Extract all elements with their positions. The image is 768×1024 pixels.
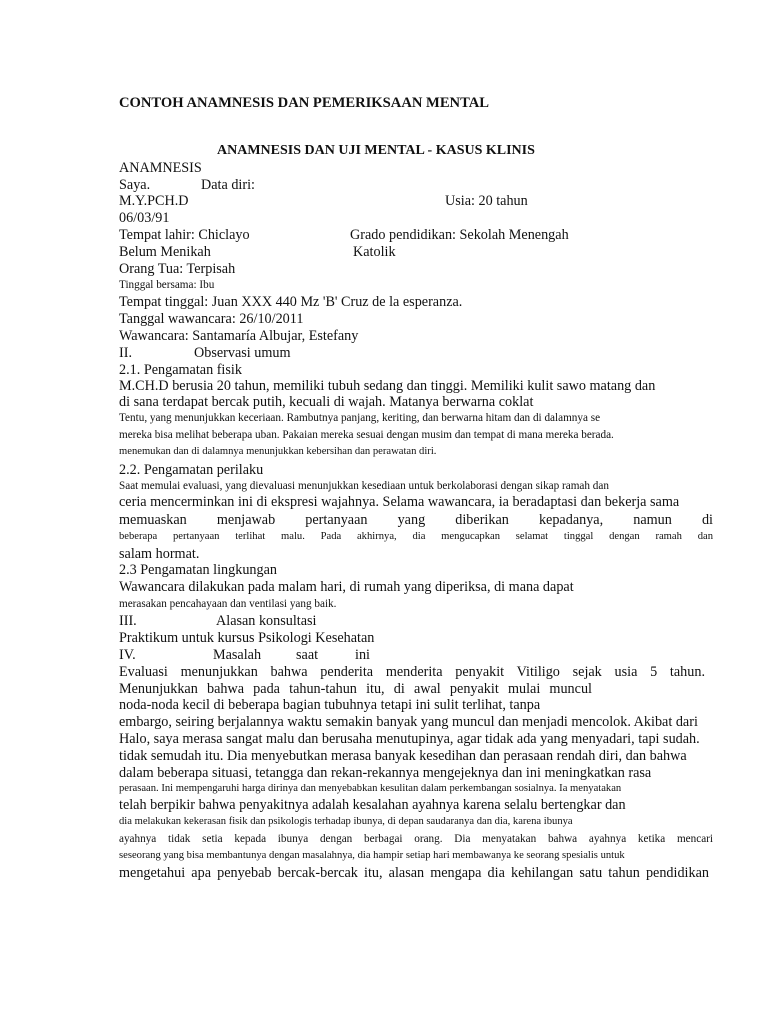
section-4-title-word-3: ini — [355, 647, 370, 663]
problem-line-4: embargo, seiring berjalannya waktu semakin banyak yang muncul dan menjadi mencolok. Akibat dari — [119, 714, 698, 730]
section-2-number: II. — [119, 345, 132, 361]
problem-line-1: Evaluasi menunjukkan bahwa penderita menderita penyakit Vitiligo sejak usia 5 tahun. — [119, 664, 705, 680]
personal-data-label: Data diri: — [201, 177, 255, 193]
problem-line-11: ayahnya tidak setia kepada ibunya dengan berbagai orang. Dia menyatakan bahwa ayahnya ketika mencari — [119, 833, 713, 845]
patient-age: Usia: 20 tahun — [445, 193, 528, 209]
interviewer: Wawancara: Santamaría Albujar, Estefany — [119, 328, 359, 344]
problem-line-8: perasaan. Ini mempengaruhi harga dirinya dan menyebabkan kesulitan dalam perkembangan sosialnya. Ia menyatakan — [119, 783, 622, 794]
problem-line-2: Menunjukkan bahwa pada tahun-tahun itu, di awal penyakit mulai muncul — [119, 681, 592, 697]
problem-line-10: dia melakukan kekerasan fisik dan psikologis terhadap ibunya, di depan saudaranya dan dia, karena ibunya — [119, 816, 573, 827]
environment-observation-line-1: Wawancara dilakukan pada malam hari, di rumah yang diperiksa, di mana dapat — [119, 579, 574, 595]
patient-name: M.Y.PCH.D — [119, 193, 189, 209]
section-3-title: Alasan konsultasi — [216, 613, 317, 629]
date-of-birth: 06/03/91 — [119, 210, 170, 226]
lives-with: Tinggal bersama: Ibu — [119, 279, 215, 291]
problem-line-5: Halo, saya merasa sangat malu dan berusaha menutupinya, agar tidak ada yang menyadari, tapi sudah. — [119, 731, 700, 747]
document-title: CONTOH ANAMNESIS DAN PEMERIKSAAN MENTAL — [119, 95, 490, 111]
physical-observation-line-4: mereka bisa melihat beberapa uban. Pakaian mereka sesuai dengan musim dan tempat di mana mereka berada. — [119, 429, 614, 441]
subsection-2-3-title: 2.3 Pengamatan lingkungan — [119, 562, 278, 578]
consultation-reason: Praktikum untuk kursus Psikologi Kesehatan — [119, 630, 375, 646]
section-4-number: IV. — [119, 647, 136, 663]
section-3-number: III. — [119, 613, 137, 629]
problem-line-7: dalam beberapa situasi, tetangga dan rekan-rekannya mengejeknya dan ini meningkatkan rasa — [119, 765, 652, 781]
behavior-observation-line-5: salam hormat. — [119, 546, 200, 562]
religion: Katolik — [353, 244, 396, 260]
problem-line-13: mengetahui apa penyebab bercak-bercak itu, alasan mengapa dia kehilangan satu tahun pendidikan — [119, 865, 709, 881]
problem-line-12: seseorang yang bisa membantunya dengan masalahnya, dia hampir setiap hari membawanya ke seorang spesialis untuk — [119, 850, 625, 861]
document-subtitle: ANAMNESIS DAN UJI MENTAL - KASUS KLINIS — [217, 143, 535, 158]
parents-status: Orang Tua: Terpisah — [119, 261, 236, 277]
behavior-observation-line-2: ceria mencerminkan ini di ekspresi wajahnya. Selama wawancara, ia beradaptasi dan bekerja sama — [119, 494, 680, 510]
birthplace: Tempat lahir: Chiclayo — [119, 227, 250, 243]
subsection-2-1-title: 2.1. Pengamatan fisik — [119, 362, 242, 378]
interview-date: Tanggal wawancara: 26/10/2011 — [119, 311, 304, 327]
section-4-title-word-1: Masalah — [213, 647, 262, 663]
address: Tempat tinggal: Juan XXX 440 Mz 'B' Cruz de la esperanza. — [119, 294, 463, 310]
behavior-observation-line-3: memuaskan menjawab pertanyaan yang diberikan kepadanya, namun di — [119, 512, 713, 528]
physical-observation-line-2: di sana terdapat bercak putih, kecuali di wajah. Matanya berwarna coklat — [119, 394, 534, 410]
section-4-title-word-2: saat — [296, 647, 319, 663]
subsection-2-2-title: 2.2. Pengamatan perilaku — [119, 462, 264, 478]
education-level: Grado pendidikan: Sekolah Menengah — [350, 227, 569, 243]
problem-line-6: tidak semudah itu. Dia menyebutkan merasa banyak kesedihan dan perasaan rendah diri, dan bahwa — [119, 748, 687, 764]
behavior-observation-line-4: beberapa pertanyaan terlihat malu. Pada akhirnya, dia mengucapkan selamat tinggal dengan ramah dan — [119, 531, 713, 542]
physical-observation-line-5: menemukan dan di dalamnya menunjukkan kebersihan dan perawatan diri. — [119, 446, 437, 457]
physical-observation-line-1: M.CH.D berusia 20 tahun, memiliki tubuh sedang dan tinggi. Memiliki kulit sawo matang dan — [119, 378, 656, 394]
anamnesis-heading: ANAMNESIS — [119, 160, 202, 176]
physical-observation-line-3: Tentu, yang menunjukkan keceriaan. Rambutnya panjang, keriting, dan berwarna hitam dan di dalamnya se — [119, 412, 601, 424]
problem-line-9: telah berpikir bahwa penyakitnya adalah kesalahan ayahnya karena selalu bertengkar dan — [119, 797, 626, 813]
problem-line-3: noda-noda kecil di beberapa bagian tubuhnya tetapi ini sulit terlihat, tanpa — [119, 697, 541, 713]
saya-label: Saya. — [119, 177, 151, 193]
environment-observation-line-2: merasakan pencahayaan dan ventilasi yang baik. — [119, 598, 337, 610]
section-2-title: Observasi umum — [194, 345, 291, 361]
behavior-observation-line-1: Saat memulai evaluasi, yang dievaluasi menunjukkan kesediaan untuk berkolaborasi dengan sikap ramah dan — [119, 480, 609, 492]
marital-status: Belum Menikah — [119, 244, 211, 260]
